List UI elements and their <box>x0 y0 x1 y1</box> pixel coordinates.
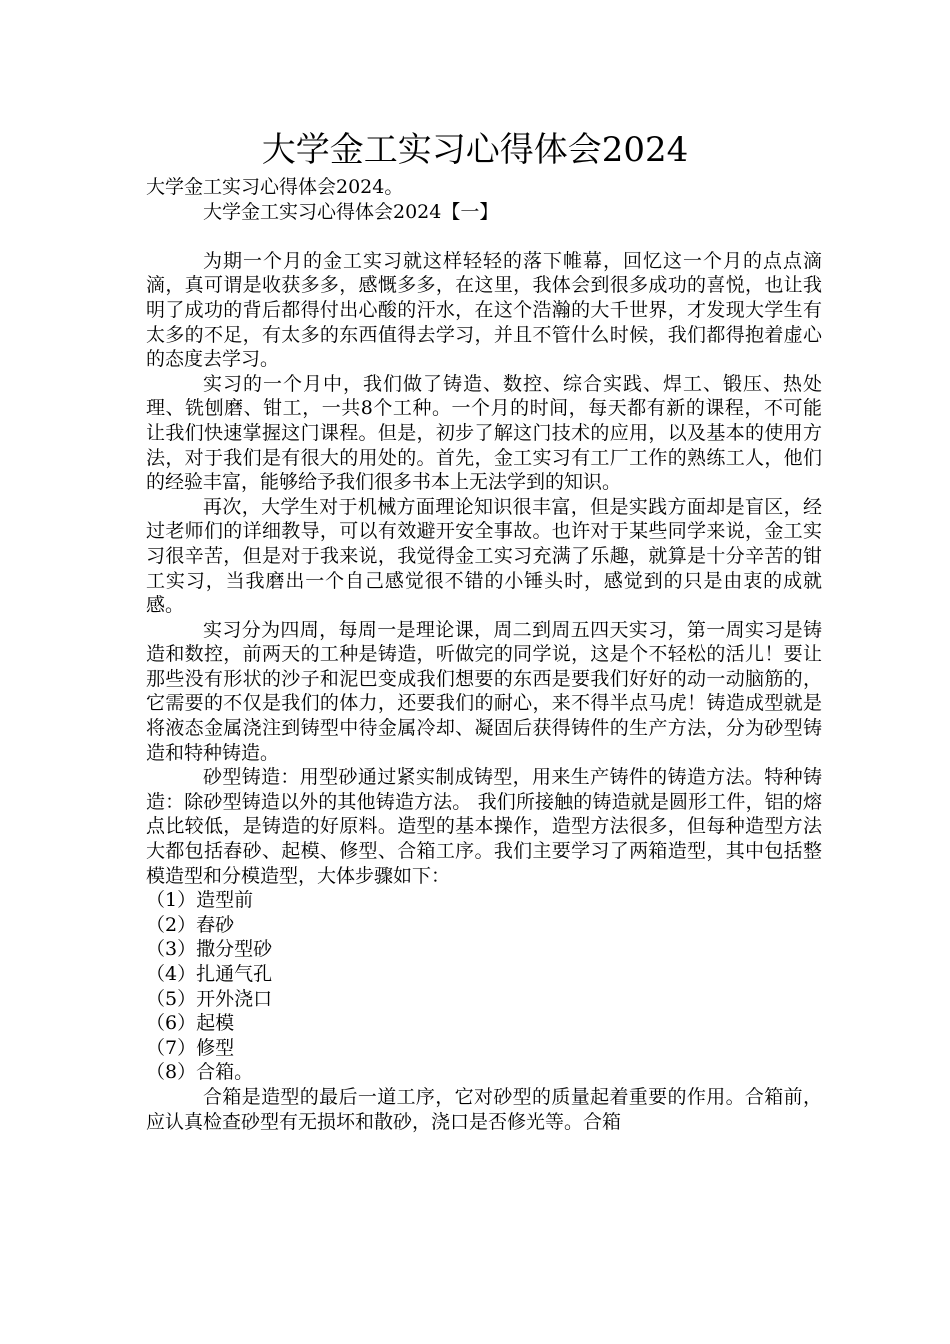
document-body <box>146 175 822 1134</box>
step-item: （3）撒分型砂 <box>146 938 273 961</box>
document-title: 大学金工实习心得体会2024 <box>261 130 689 170</box>
step-item: （2）舂砂 <box>146 913 235 936</box>
blank-line <box>146 224 822 249</box>
step-item: （4）扎通气孔 <box>146 963 273 985</box>
body-paragraph: 实习分为四周，每周一是理论课，周二到周五四天实习，第一周实习是铸造和数控，前两天的工种是铸造，听做完的同学说，这是个不轻松的活儿！要让那些没有形状的沙子和泥巴变成我们想要的东西是要我们好好的动一动脑筋的，它需要的不仅是我们的体力，还要我们的耐心，来不得半点马虎！铸造成型就是将液态金属浇注到铸型中待金属冷却、凝固后获得铸件的生产方法，分为砂型铸造和特种铸造。 <box>146 618 822 764</box>
step-item: （1）造型前 <box>146 889 254 912</box>
body-paragraph: 再次，大学生对于机械方面理论知识很丰富，但是实践方面却是盲区，经过老师们的详细教导，可以有效避开安全事故。也许对于某些同学来说，金工实习很辛苦，但是对于我来说，我觉得金工实习充满了乐趣，就算是十分辛苦的钳工实习，当我磨出一个自己感觉很不错的小锤头时，感觉到的只是由衷的成就感。 <box>146 495 822 617</box>
body-paragraph: 实习的一个月中，我们做了铸造、数控、综合实践、焊工、锻压、热处理、铣刨磨、钳工，一共8个工种。一个月的时间，每天都有新的课程，不可能让我们快速掌握这门课程。但是，初步了解这门技术的应用，以及基本的使用方法，对于我们是有很大的用处的。首先，金工实习有工厂工作的熟练工人，他们的经验丰富，能够给予我们很多书本上无法学到的知识。 <box>146 372 822 494</box>
step-item: （7）修型 <box>146 1036 235 1059</box>
body-paragraph: 合箱是造型的最后一道工序，它对砂型的质量起着重要的作用。合箱前，应认真检查砂型有无损坏和散砂，浇口是否修光等。合箱 <box>146 1085 822 1133</box>
intro-line: 大学金工实习心得体会2024。 <box>146 176 404 198</box>
steps-list <box>146 888 822 1085</box>
step-item: （8）合箱。 <box>146 1061 254 1084</box>
body-paragraph: 砂型铸造：用型砂通过紧实制成铸型，用来生产铸件的铸造方法。特种铸造：除砂型铸造以外的其他铸造方法。 我们所接触的铸造就是圆形工件，铝的熔点比较低，是铸造的好原料。造型的基本操作，造型方法很多，但每种造型方法大都包括舂砂、起模、修型、合箱工序。我们主要学习了两箱造型，其中包括整模造型和分模造型，大体步骤如下： <box>146 766 822 887</box>
body-paragraph: 为期一个月的金工实习就这样轻轻的落下帷幕，回忆这一个月的点点滴滴，真可谓是收获多多，感慨多多，在这里，我体会到很多成功的喜悦，也让我明了成功的背后都得付出心酸的汗水，在这个浩瀚的大千世界，才发现大学生有太多的不足，有太多的东西值得去学习，并且不管什么时候，我们都得抱着虚心的态度去学习。 <box>146 249 822 371</box>
step-item: （6）起模 <box>146 1012 235 1035</box>
step-item: （5）开外浇口 <box>146 987 273 1010</box>
section-heading: 大学金工实习心得体会2024【一】 <box>203 200 499 223</box>
